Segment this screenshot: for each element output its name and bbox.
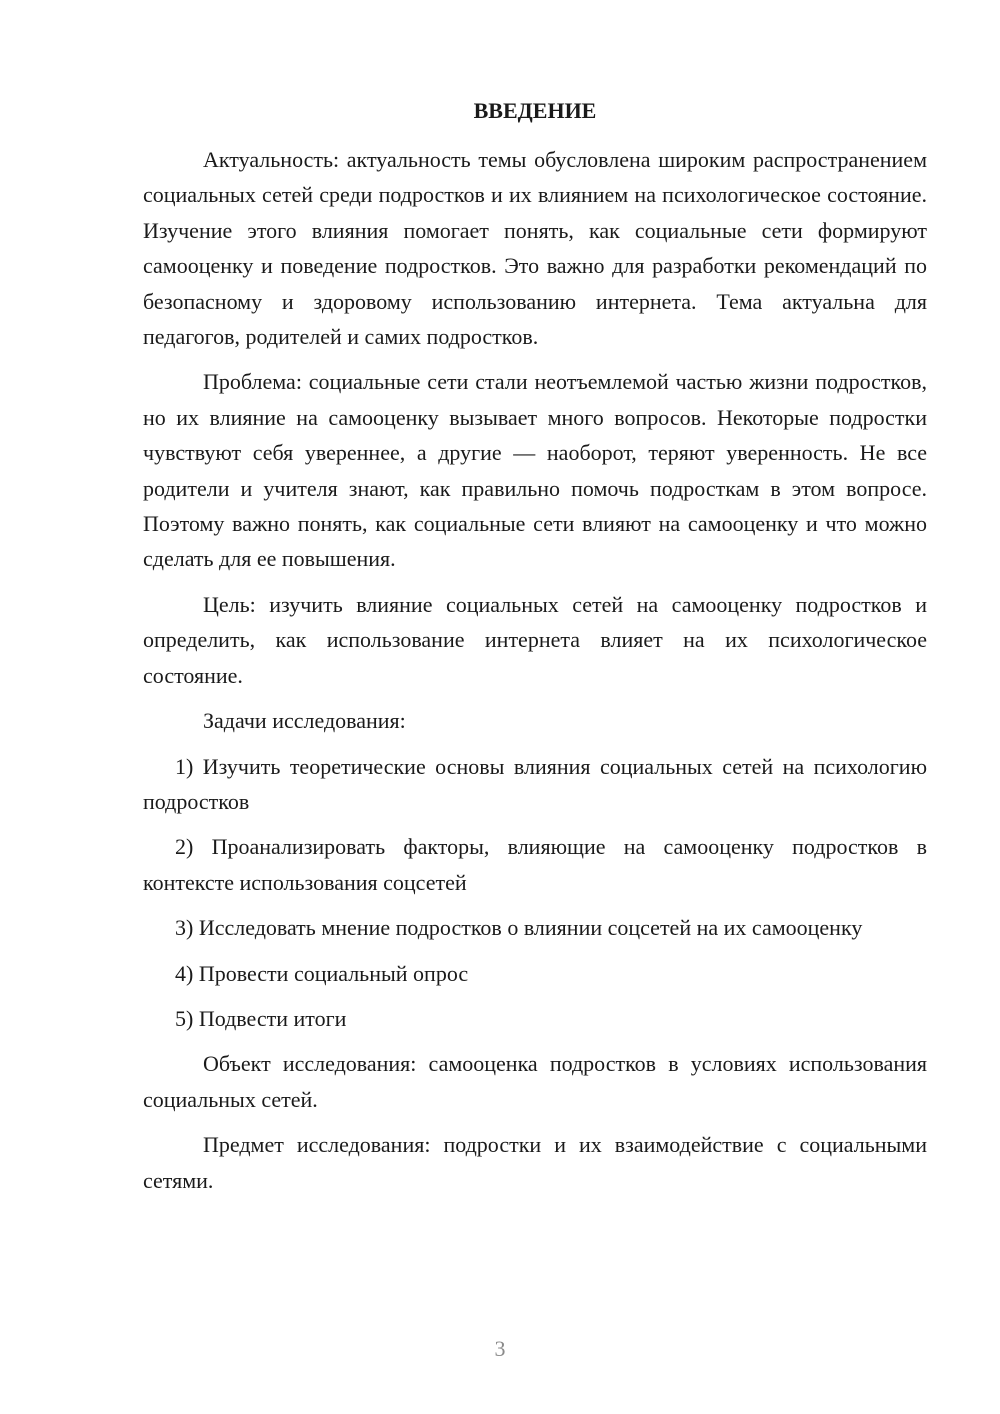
task-item: 3) Исследовать мнение подростков о влиянии соцсетей на их самооценку — [175, 915, 863, 941]
page-number: 3 — [494, 1336, 506, 1361]
task-item: 1) Изучить теоретические основы влияния социальных сетей на психологию подростков — [143, 753, 927, 814]
goal-paragraph: Цель: изучить влияние социальных сетей на самооценку подростков и определить, как использование интернета влияет на их психологическое состояние. — [143, 591, 927, 688]
research-object-paragraph: Объект исследования: самооценка подростков в условиях использования социальных сетей. — [143, 1051, 927, 1112]
problem-paragraph: Проблема: социальные сети стали неотъемлемой частью жизни подростков, но их влияние на самооценку вызывает много вопросов. Некоторые подростки чувствуют себя увереннее, а другие — наоборот, теряют уверенность. Не все родители и учителя знают, как правильно помочь подросткам в этом вопросе. Поэтому важно понять, как социальные сети влияют на самооценку и что можно сделать для ее повышения. — [143, 369, 927, 572]
tasks-heading: Задачи исследования: — [203, 708, 406, 734]
task-item: 5) Подвести итоги — [175, 1005, 347, 1031]
document-body — [143, 142, 927, 1208]
research-subject-paragraph: Предмет исследования: подростки и их взаимодействие с социальными сетями. — [143, 1132, 927, 1193]
task-item: 2) Проанализировать факторы, влияющие на самооценку подростков в контексте использования соцсетей — [143, 834, 927, 895]
page-title: ВВЕДЕНИЕ — [473, 98, 597, 123]
task-item: 4) Провести социальный опрос — [175, 960, 469, 986]
relevance-paragraph: Актуальность: актуальность темы обусловлена широким распространением социальных сетей среди подростков и их влиянием на психологическое состояние. Изучение этого влияния помогает понять, как социальные сети формируют самооценку и поведение подростков. Это важно для разработки рекомендаций по безопасному и здоровому использованию интернета. Тема актуальна для педагогов, родителей и самих подростков. — [143, 147, 927, 350]
